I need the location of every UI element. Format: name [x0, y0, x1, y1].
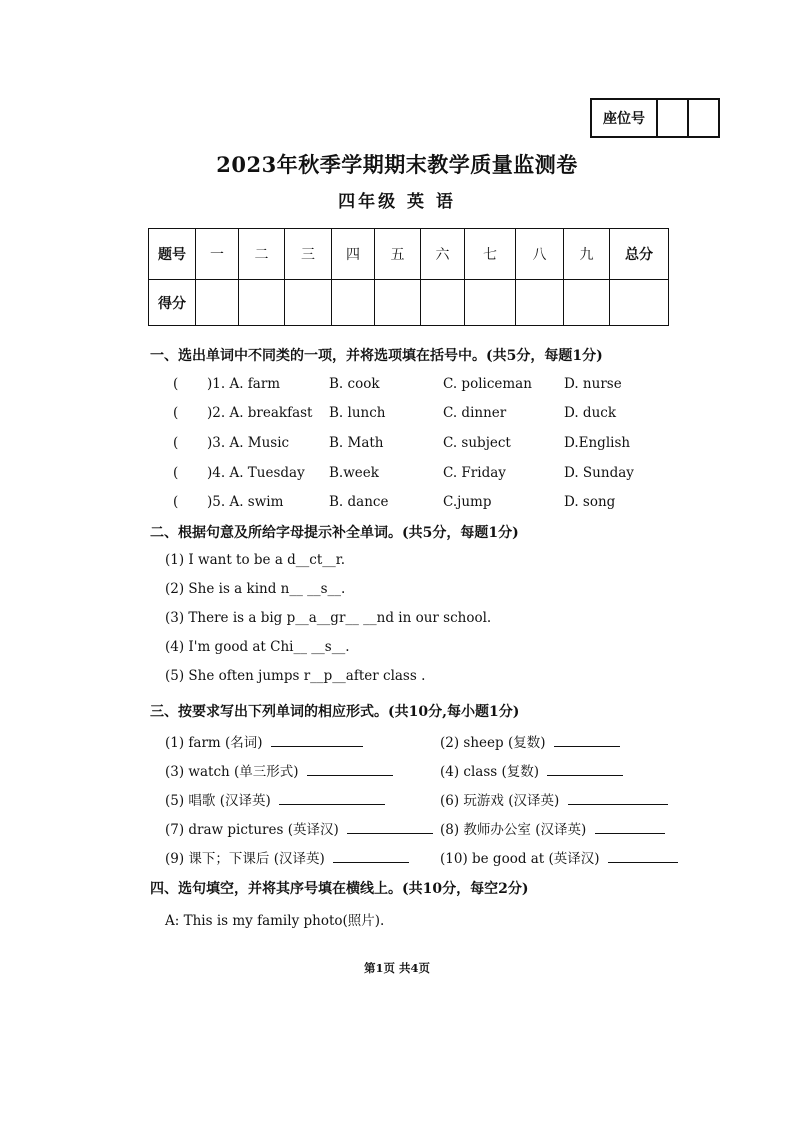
section3-title: 三、按要求写出下列单词的相应形式。(共10分,每小题1分) — [150, 704, 520, 720]
section3-prompt: (4) class (复数) — [440, 764, 540, 780]
score-cell[interactable] — [421, 280, 465, 326]
question-number-option-a: )2. A. breakfast — [207, 405, 313, 421]
section4-title: 四、选句填空，并将其序号填在横线上。(共10分，每空2分) — [150, 881, 529, 897]
option-c: C. Friday — [443, 465, 506, 481]
score-cell[interactable] — [465, 280, 516, 326]
section3-prompt: (5) 唱歌 (汉译英) — [165, 793, 271, 809]
option-c: C. dinner — [443, 405, 507, 421]
score-column-header: 七 — [465, 229, 516, 280]
option-b: B.week — [329, 465, 379, 481]
section3-item — [440, 789, 668, 809]
score-cell[interactable] — [196, 280, 239, 326]
score-column-header: 一 — [196, 229, 239, 280]
score-column-header: 九 — [564, 229, 610, 280]
answer-paren[interactable]: ( — [173, 435, 179, 451]
seat-number-cell[interactable] — [658, 100, 689, 136]
answer-paren[interactable]: ( — [173, 376, 179, 392]
answer-blank[interactable] — [595, 819, 665, 834]
section3-prompt: (10) be good at (英译汉) — [440, 851, 600, 867]
option-b: B. dance — [329, 494, 389, 510]
answer-paren[interactable]: ( — [173, 465, 179, 481]
score-table-row-label: 题号 — [149, 229, 196, 280]
option-b: B. lunch — [329, 405, 386, 421]
score-cell[interactable] — [516, 280, 564, 326]
score-cell[interactable] — [610, 280, 669, 326]
seat-number-box — [590, 98, 720, 138]
score-table-score-row — [149, 280, 669, 326]
section2-item: (5) She often jumps r__p__after class . — [165, 668, 426, 684]
answer-blank[interactable] — [307, 761, 393, 776]
option-d: D. nurse — [564, 376, 622, 392]
section1-title: 一、选出单词中不同类的一项，并将选项填在括号中。(共5分，每题1分) — [150, 348, 603, 364]
option-c: C.jump — [443, 494, 492, 510]
seat-number-cell[interactable] — [689, 100, 718, 136]
score-column-header: 二 — [239, 229, 285, 280]
answer-blank[interactable] — [608, 848, 678, 863]
section2-item: (2) She is a kind n__ __s__. — [165, 581, 346, 597]
answer-blank[interactable] — [333, 848, 409, 863]
option-d: D. Sunday — [564, 465, 634, 481]
option-b: B. Math — [329, 435, 384, 451]
section2-item: (3) There is a big p__a__gr__ __nd in our school. — [165, 610, 492, 626]
score-column-header: 八 — [516, 229, 564, 280]
answer-blank[interactable] — [279, 790, 385, 805]
section2-item: (1) I want to be a d__ct__r. — [165, 552, 346, 568]
option-b: B. cook — [329, 376, 380, 392]
score-column-header: 四 — [332, 229, 375, 280]
exam-title: 2023年秋季学期期末教学质量监测卷 — [216, 152, 578, 177]
answer-blank[interactable] — [568, 790, 668, 805]
section3-prompt: (8) 教师办公室 (汉译英) — [440, 822, 587, 838]
option-d: D. duck — [564, 405, 617, 421]
section3-item — [440, 731, 620, 751]
answer-blank[interactable] — [554, 732, 620, 747]
score-table-row-label: 得分 — [149, 280, 196, 326]
answer-blank[interactable] — [347, 819, 433, 834]
section3-prompt: (7) draw pictures (英译汉) — [165, 822, 339, 838]
section3-item — [440, 847, 678, 867]
score-column-header: 三 — [285, 229, 332, 280]
answer-blank[interactable] — [547, 761, 623, 776]
seat-number-label: 座位号 — [592, 100, 658, 136]
section3-item — [165, 818, 433, 838]
exam-subtitle: 四年级 英 语 — [338, 192, 456, 212]
score-cell[interactable] — [375, 280, 421, 326]
answer-paren[interactable]: ( — [173, 405, 179, 421]
option-d: D. song — [564, 494, 616, 510]
section3-prompt: (3) watch (单三形式) — [165, 764, 299, 780]
score-table-header-row — [149, 229, 669, 280]
score-column-header: 五 — [375, 229, 421, 280]
question-number-option-a: )1. A. farm — [207, 376, 281, 392]
score-cell[interactable] — [239, 280, 285, 326]
score-column-header: 总分 — [610, 229, 669, 280]
section3-item — [165, 847, 409, 867]
section3-prompt: (1) farm (名词) — [165, 735, 263, 751]
option-d: D.English — [564, 435, 631, 451]
section2-title: 二、根据句意及所给字母提示补全单词。(共5分，每题1分) — [150, 525, 519, 541]
answer-blank[interactable] — [271, 732, 363, 747]
score-cell[interactable] — [285, 280, 332, 326]
section4-dialogue-line: A: This is my family photo(照片). — [165, 913, 385, 929]
section3-prompt: (2) sheep (复数) — [440, 735, 546, 751]
section3-item — [165, 760, 393, 780]
score-column-header: 六 — [421, 229, 465, 280]
score-table — [148, 228, 669, 326]
section3-prompt: (6) 玩游戏 (汉译英) — [440, 793, 560, 809]
page-footer: 第1页 共4页 — [363, 961, 430, 975]
answer-paren[interactable]: ( — [173, 494, 179, 510]
section3-item — [440, 760, 623, 780]
score-cell[interactable] — [332, 280, 375, 326]
section3-item — [165, 731, 363, 751]
section3-item — [165, 789, 385, 809]
section3-prompt: (9) 课下；下课后 (汉译英) — [165, 851, 325, 867]
score-cell[interactable] — [564, 280, 610, 326]
section2-item: (4) I'm good at Chi__ __s__. — [165, 639, 350, 655]
question-number-option-a: )4. A. Tuesday — [207, 465, 305, 481]
option-c: C. policeman — [443, 376, 532, 392]
question-number-option-a: )5. A. swim — [207, 494, 284, 510]
question-number-option-a: )3. A. Music — [207, 435, 290, 451]
section3-item — [440, 818, 665, 838]
option-c: C. subject — [443, 435, 511, 451]
